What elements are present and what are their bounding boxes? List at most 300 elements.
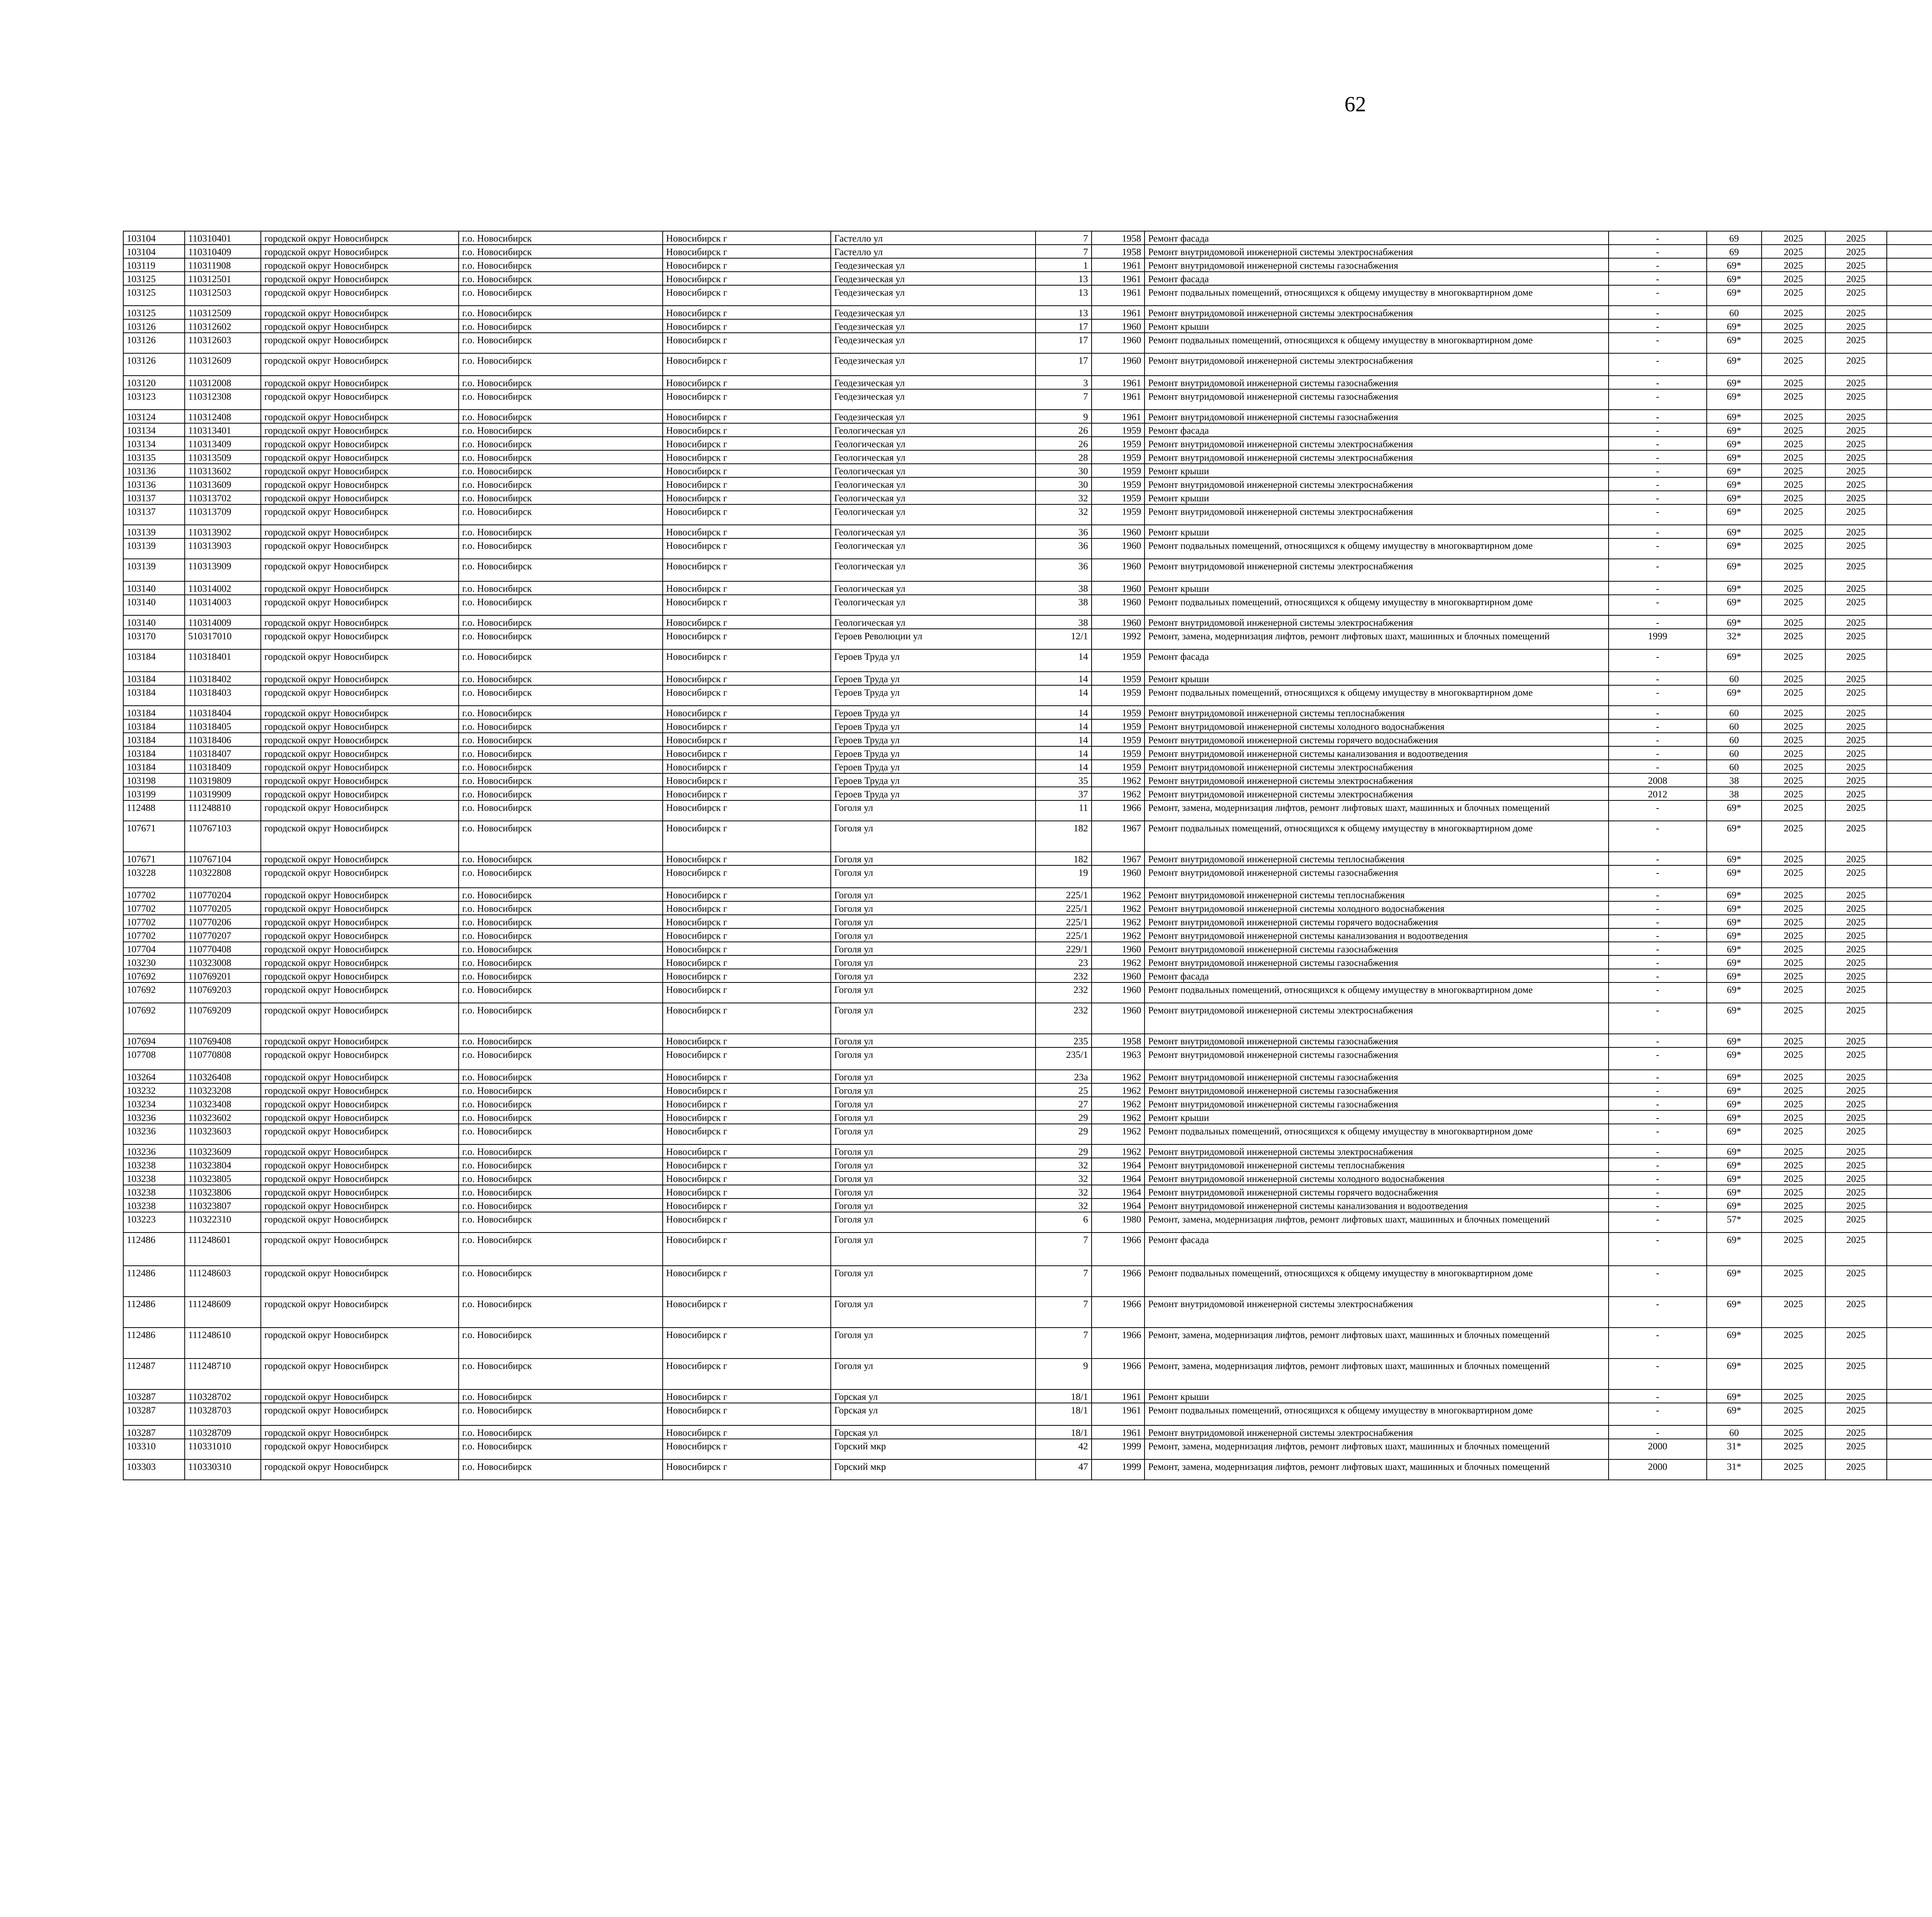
cell-house-number: 14 [1036,719,1092,733]
cell-wear-percent: 69* [1707,1034,1762,1047]
cell-house-id: 103140 [123,581,185,595]
cell-last-repair-year: - [1609,706,1707,719]
cell-plan-start-year: 2025 [1762,942,1825,955]
cell-locality: Новосибирск г [663,955,831,969]
cell-house-id: 107704 [123,942,185,955]
cell-locality: Новосибирск г [663,865,831,888]
cell-work-type: Ремонт внутридомовой инженерной системы электроснабжения [1145,1003,1609,1034]
cell-plan-start-year: 2025 [1762,538,1825,559]
cell-house-number: 229/1 [1036,942,1092,955]
cell-house-number: 32 [1036,1171,1092,1185]
cell-wear-percent: 60 [1707,760,1762,773]
cell-total-cost [1887,1124,1932,1144]
cell-plan-end-year: 2025 [1825,389,1887,410]
cell-municipal-district: городской округ Новосибирск [261,581,459,595]
cell-work-type: Ремонт внутридомовой инженерной системы газоснабжения [1145,389,1609,410]
table-row [123,595,1932,615]
cell-house-id: 103126 [123,353,185,376]
cell-last-repair-year: - [1609,800,1707,821]
cell-municipal-district: городской округ Новосибирск [261,258,459,272]
cell-total-cost [1887,915,1932,928]
cell-plan-end-year: 2025 [1825,1144,1887,1158]
cell-street: Горская ул [831,1403,1036,1425]
cell-work-id: 111248609 [185,1297,261,1328]
cell-municipal-district: городской округ Новосибирск [261,376,459,389]
table-row [123,901,1932,915]
cell-street: Геологическая ул [831,595,1036,615]
cell-last-repair-year: - [1609,888,1707,901]
cell-municipal-unit: г.о. Новосибирск [459,649,663,672]
cell-street: Гоголя ул [831,1199,1036,1212]
cell-build-year: 1961 [1092,272,1145,285]
cell-wear-percent: 69* [1707,410,1762,423]
cell-wear-percent: 69* [1707,821,1762,852]
table-row [123,773,1932,787]
cell-work-type: Ремонт внутридомовой инженерной системы электроснабжения [1145,760,1609,773]
cell-locality: Новосибирск г [663,901,831,915]
cell-municipal-district: городской округ Новосибирск [261,1233,459,1266]
cell-last-repair-year: - [1609,1233,1707,1266]
table-row [123,1439,1932,1459]
cell-house-number: 12/1 [1036,629,1092,649]
cell-work-type: Ремонт крыши [1145,672,1609,685]
cell-municipal-district: городской округ Новосибирск [261,1083,459,1097]
cell-house-id: 103238 [123,1199,185,1212]
cell-municipal-unit: г.о. Новосибирск [459,1185,663,1199]
table-row [123,821,1932,852]
cell-total-cost [1887,595,1932,615]
table-row [123,1070,1932,1083]
cell-wear-percent: 69* [1707,1185,1762,1199]
cell-house-id: 103137 [123,491,185,504]
cell-house-number: 17 [1036,319,1092,333]
cell-locality: Новосибирск г [663,615,831,629]
cell-municipal-unit: г.о. Новосибирск [459,928,663,942]
cell-plan-start-year: 2025 [1762,1083,1825,1097]
cell-house-number: 13 [1036,272,1092,285]
cell-locality: Новосибирск г [663,1034,831,1047]
table-row [123,1199,1932,1212]
cell-last-repair-year: - [1609,942,1707,955]
cell-wear-percent: 69* [1707,1171,1762,1185]
cell-plan-start-year: 2025 [1762,450,1825,464]
cell-municipal-unit: г.о. Новосибирск [459,272,663,285]
cell-municipal-district: городской округ Новосибирск [261,231,459,245]
cell-house-id: 107702 [123,928,185,942]
cell-house-number: 29 [1036,1144,1092,1158]
cell-house-id: 103170 [123,629,185,649]
cell-total-cost [1887,1171,1932,1185]
cell-work-type: Ремонт внутридомовой инженерной системы газоснабжения [1145,1034,1609,1047]
cell-plan-start-year: 2025 [1762,1199,1825,1212]
cell-street: Гоголя ул [831,1328,1036,1359]
cell-total-cost [1887,1097,1932,1110]
cell-total-cost [1887,1328,1932,1359]
cell-build-year: 1959 [1092,450,1145,464]
cell-total-cost [1887,272,1932,285]
cell-street: Гоголя ул [831,928,1036,942]
cell-house-id: 103236 [123,1144,185,1158]
cell-house-number: 182 [1036,821,1092,852]
cell-last-repair-year: - [1609,581,1707,595]
cell-locality: Новосибирск г [663,1199,831,1212]
table-row [123,525,1932,538]
table-row [123,1459,1932,1480]
cell-house-id: 103223 [123,1212,185,1233]
cell-work-id: 110312509 [185,306,261,319]
cell-house-number: 9 [1036,410,1092,423]
cell-total-cost [1887,450,1932,464]
cell-house-id: 103287 [123,1403,185,1425]
cell-last-repair-year: - [1609,1425,1707,1439]
cell-locality: Новосибирск г [663,969,831,982]
cell-locality: Новосибирск г [663,1359,831,1389]
table-row [123,982,1932,1003]
cell-last-repair-year: - [1609,258,1707,272]
cell-plan-start-year: 2025 [1762,389,1825,410]
cell-street: Гоголя ул [831,1233,1036,1266]
cell-municipal-district: городской округ Новосибирск [261,787,459,800]
table-row [123,1297,1932,1328]
cell-locality: Новосибирск г [663,746,831,760]
cell-total-cost [1887,581,1932,595]
cell-locality: Новосибирск г [663,1124,831,1144]
cell-build-year: 1959 [1092,423,1145,437]
cell-street: Геодезическая ул [831,272,1036,285]
cell-wear-percent: 69* [1707,1266,1762,1297]
cell-locality: Новосибирск г [663,504,831,525]
cell-work-id: 110770408 [185,942,261,955]
cell-work-id: 110331010 [185,1439,261,1459]
cell-last-repair-year: - [1609,1212,1707,1233]
table-row [123,969,1932,982]
cell-locality: Новосибирск г [663,821,831,852]
cell-total-cost [1887,504,1932,525]
cell-street: Геологическая ул [831,437,1036,450]
cell-plan-end-year: 2025 [1825,491,1887,504]
cell-house-number: 232 [1036,1003,1092,1034]
cell-work-type: Ремонт внутридомовой инженерной системы газоснабжения [1145,410,1609,423]
cell-build-year: 1959 [1092,719,1145,733]
cell-street: Героев Труда ул [831,787,1036,800]
cell-work-id: 110323806 [185,1185,261,1199]
cell-house-id: 103104 [123,231,185,245]
cell-build-year: 1962 [1092,928,1145,942]
cell-wear-percent: 69* [1707,942,1762,955]
cell-build-year: 1960 [1092,333,1145,353]
cell-total-cost [1887,538,1932,559]
cell-municipal-district: городской округ Новосибирск [261,888,459,901]
cell-house-id: 103184 [123,649,185,672]
cell-work-type: Ремонт внутридомовой инженерной системы горячего водоснабжения [1145,1185,1609,1199]
cell-total-cost [1887,231,1932,245]
cell-street: Гоголя ул [831,982,1036,1003]
cell-house-number: 225/1 [1036,901,1092,915]
cell-house-id: 107702 [123,915,185,928]
cell-work-id: 111248610 [185,1328,261,1359]
cell-street: Гоголя ул [831,1212,1036,1233]
cell-municipal-district: городской округ Новосибирск [261,245,459,258]
cell-work-type: Ремонт фасада [1145,1233,1609,1266]
cell-wear-percent: 69* [1707,1389,1762,1403]
cell-house-number: 182 [1036,852,1092,865]
cell-build-year: 1967 [1092,821,1145,852]
cell-street: Гоголя ул [831,1070,1036,1083]
cell-build-year: 1999 [1092,1439,1145,1459]
cell-wear-percent: 69* [1707,1003,1762,1034]
cell-build-year: 1961 [1092,258,1145,272]
cell-build-year: 1960 [1092,942,1145,955]
cell-house-number: 232 [1036,969,1092,982]
cell-plan-end-year: 2025 [1825,760,1887,773]
cell-build-year: 1961 [1092,389,1145,410]
cell-municipal-district: городской округ Новосибирск [261,319,459,333]
cell-total-cost [1887,1083,1932,1097]
cell-work-id: 110313709 [185,504,261,525]
cell-total-cost [1887,706,1932,719]
table-row [123,888,1932,901]
cell-work-type: Ремонт внутридомовой инженерной системы электроснабжения [1145,437,1609,450]
cell-street: Горская ул [831,1425,1036,1439]
cell-build-year: 1962 [1092,955,1145,969]
cell-work-type: Ремонт, замена, модернизация лифтов, ремонт лифтовых шахт, машинных и блочных помещений [1145,1439,1609,1459]
cell-wear-percent: 60 [1707,719,1762,733]
cell-house-number: 235/1 [1036,1047,1092,1070]
cell-wear-percent: 69* [1707,464,1762,477]
cell-street: Гоголя ул [831,955,1036,969]
table-row [123,306,1932,319]
cell-wear-percent: 69* [1707,1328,1762,1359]
cell-wear-percent: 60 [1707,306,1762,319]
cell-work-type: Ремонт крыши [1145,319,1609,333]
cell-wear-percent: 69* [1707,915,1762,928]
table-row [123,852,1932,865]
cell-municipal-unit: г.о. Новосибирск [459,559,663,581]
cell-municipal-unit: г.о. Новосибирск [459,595,663,615]
cell-locality: Новосибирск г [663,1403,831,1425]
cell-work-type: Ремонт внутридомовой инженерной системы канализования и водоотведения [1145,1199,1609,1212]
cell-house-id: 103238 [123,1158,185,1171]
cell-last-repair-year: - [1609,672,1707,685]
cell-work-type: Ремонт внутридомовой инженерной системы газоснабжения [1145,258,1609,272]
cell-build-year: 1959 [1092,649,1145,672]
cell-work-id: 110326408 [185,1070,261,1083]
cell-wear-percent: 69* [1707,272,1762,285]
cell-municipal-unit: г.о. Новосибирск [459,1070,663,1083]
cell-plan-end-year: 2025 [1825,1070,1887,1083]
cell-house-id: 103104 [123,245,185,258]
cell-locality: Новосибирск г [663,1425,831,1439]
cell-wear-percent: 69* [1707,969,1762,982]
cell-wear-percent: 69* [1707,1158,1762,1171]
table-row [123,1212,1932,1233]
cell-house-id: 103123 [123,389,185,410]
cell-work-type: Ремонт крыши [1145,581,1609,595]
cell-total-cost [1887,719,1932,733]
cell-house-id: 103234 [123,1097,185,1110]
cell-work-type: Ремонт внутридомовой инженерной системы газоснабжения [1145,955,1609,969]
cell-house-number: 36 [1036,559,1092,581]
cell-wear-percent: 69* [1707,800,1762,821]
cell-work-type: Ремонт внутридомовой инженерной системы газоснабжения [1145,1097,1609,1110]
cell-municipal-district: городской округ Новосибирск [261,595,459,615]
cell-wear-percent: 69* [1707,504,1762,525]
cell-house-number: 7 [1036,245,1092,258]
table-row [123,629,1932,649]
cell-total-cost [1887,1003,1932,1034]
cell-municipal-district: городской округ Новосибирск [261,1459,459,1480]
cell-wear-percent: 69* [1707,477,1762,491]
table-row [123,1359,1932,1389]
cell-last-repair-year: - [1609,1003,1707,1034]
cell-work-id: 110318407 [185,746,261,760]
cell-house-number: 17 [1036,353,1092,376]
cell-work-id: 110322310 [185,1212,261,1233]
cell-locality: Новосибирск г [663,559,831,581]
cell-street: Гоголя ул [831,1158,1036,1171]
cell-plan-end-year: 2025 [1825,376,1887,389]
cell-work-id: 110323807 [185,1199,261,1212]
cell-work-id: 110770205 [185,901,261,915]
cell-work-type: Ремонт подвальных помещений, относящихся к общему имуществу в многоквартирном доме [1145,1266,1609,1297]
cell-build-year: 1959 [1092,504,1145,525]
cell-work-type: Ремонт внутридомовой инженерной системы газоснабжения [1145,1083,1609,1097]
cell-plan-end-year: 2025 [1825,1097,1887,1110]
cell-wear-percent: 69 [1707,231,1762,245]
cell-plan-end-year: 2025 [1825,581,1887,595]
cell-plan-end-year: 2025 [1825,1459,1887,1480]
cell-municipal-unit: г.о. Новосибирск [459,746,663,760]
cell-street: Гоголя ул [831,821,1036,852]
cell-house-id: 103125 [123,285,185,306]
cell-plan-end-year: 2025 [1825,1439,1887,1459]
cell-municipal-district: городской округ Новосибирск [261,353,459,376]
cell-plan-end-year: 2025 [1825,1185,1887,1199]
cell-house-id: 103198 [123,773,185,787]
cell-work-id: 110312008 [185,376,261,389]
cell-plan-end-year: 2025 [1825,525,1887,538]
cell-municipal-unit: г.о. Новосибирск [459,1144,663,1158]
cell-house-number: 14 [1036,706,1092,719]
cell-plan-start-year: 2025 [1762,353,1825,376]
cell-municipal-unit: г.о. Новосибирск [459,672,663,685]
cell-municipal-unit: г.о. Новосибирск [459,1359,663,1389]
cell-work-type: Ремонт внутридомовой инженерной системы теплоснабжения [1145,852,1609,865]
cell-locality: Новосибирск г [663,353,831,376]
cell-total-cost [1887,1389,1932,1403]
cell-plan-start-year: 2025 [1762,595,1825,615]
cell-plan-start-year: 2025 [1762,1439,1825,1459]
cell-municipal-unit: г.о. Новосибирск [459,955,663,969]
cell-municipal-district: городской округ Новосибирск [261,1199,459,1212]
cell-wear-percent: 38 [1707,787,1762,800]
table-row [123,1425,1932,1439]
cell-locality: Новосибирск г [663,1003,831,1034]
cell-plan-start-year: 2025 [1762,376,1825,389]
cell-last-repair-year: - [1609,1097,1707,1110]
cell-work-type: Ремонт внутридомовой инженерной системы холодного водоснабжения [1145,719,1609,733]
cell-locality: Новосибирск г [663,285,831,306]
cell-locality: Новосибирск г [663,464,831,477]
cell-plan-end-year: 2025 [1825,1083,1887,1097]
cell-work-id: 110322808 [185,865,261,888]
cell-locality: Новосибирск г [663,672,831,685]
cell-street: Гоголя ул [831,1034,1036,1047]
cell-house-number: 38 [1036,581,1092,595]
cell-street: Гоголя ул [831,888,1036,901]
cell-work-id: 110319909 [185,787,261,800]
cell-last-repair-year: - [1609,595,1707,615]
cell-house-id: 103140 [123,615,185,629]
table-row [123,538,1932,559]
cell-build-year: 1959 [1092,746,1145,760]
cell-house-id: 103232 [123,1083,185,1097]
cell-house-id: 107671 [123,852,185,865]
table-row [123,800,1932,821]
cell-municipal-district: городской округ Новосибирск [261,1034,459,1047]
cell-work-type: Ремонт внутридомовой инженерной системы электроснабжения [1145,245,1609,258]
cell-municipal-district: городской округ Новосибирск [261,559,459,581]
cell-last-repair-year: - [1609,410,1707,423]
cell-locality: Новосибирск г [663,888,831,901]
cell-total-cost [1887,353,1932,376]
cell-municipal-unit: г.о. Новосибирск [459,821,663,852]
cell-plan-end-year: 2025 [1825,800,1887,821]
cell-work-type: Ремонт фасада [1145,231,1609,245]
cell-last-repair-year: - [1609,1171,1707,1185]
cell-wear-percent: 69* [1707,955,1762,969]
cell-municipal-unit: г.о. Новосибирск [459,629,663,649]
cell-work-type: Ремонт, замена, модернизация лифтов, ремонт лифтовых шахт, машинных и блочных помещений [1145,1328,1609,1359]
cell-locality: Новосибирск г [663,595,831,615]
cell-street: Гоголя ул [831,1047,1036,1070]
cell-locality: Новосибирск г [663,450,831,464]
cell-work-id: 110314009 [185,615,261,629]
cell-house-id: 103136 [123,464,185,477]
cell-work-id: 110318404 [185,706,261,719]
cell-house-number: 36 [1036,538,1092,559]
cell-plan-end-year: 2025 [1825,773,1887,787]
cell-plan-start-year: 2025 [1762,773,1825,787]
cell-last-repair-year: - [1609,1110,1707,1124]
cell-total-cost [1887,1359,1932,1389]
cell-wear-percent: 60 [1707,1425,1762,1439]
cell-municipal-district: городской округ Новосибирск [261,915,459,928]
cell-plan-end-year: 2025 [1825,1403,1887,1425]
cell-municipal-unit: г.о. Новосибирск [459,423,663,437]
cell-plan-end-year: 2025 [1825,1212,1887,1233]
cell-work-type: Ремонт подвальных помещений, относящихся к общему имуществу в многоквартирном доме [1145,1403,1609,1425]
cell-house-number: 13 [1036,306,1092,319]
cell-house-id: 103236 [123,1124,185,1144]
table-row [123,1083,1932,1097]
cell-street: Геодезическая ул [831,353,1036,376]
cell-street: Геологическая ул [831,423,1036,437]
cell-locality: Новосибирск г [663,629,831,649]
cell-municipal-district: городской округ Новосибирск [261,1425,459,1439]
cell-work-id: 110310409 [185,245,261,258]
cell-house-number: 18/1 [1036,1403,1092,1425]
cell-house-id: 103238 [123,1171,185,1185]
cell-house-id: 107708 [123,1047,185,1070]
table-row [123,272,1932,285]
cell-wear-percent: 69* [1707,1297,1762,1328]
cell-street: Героев Труда ул [831,733,1036,746]
cell-plan-start-year: 2025 [1762,928,1825,942]
cell-last-repair-year: - [1609,821,1707,852]
cell-build-year: 1966 [1092,1266,1145,1297]
cell-house-number: 36 [1036,525,1092,538]
